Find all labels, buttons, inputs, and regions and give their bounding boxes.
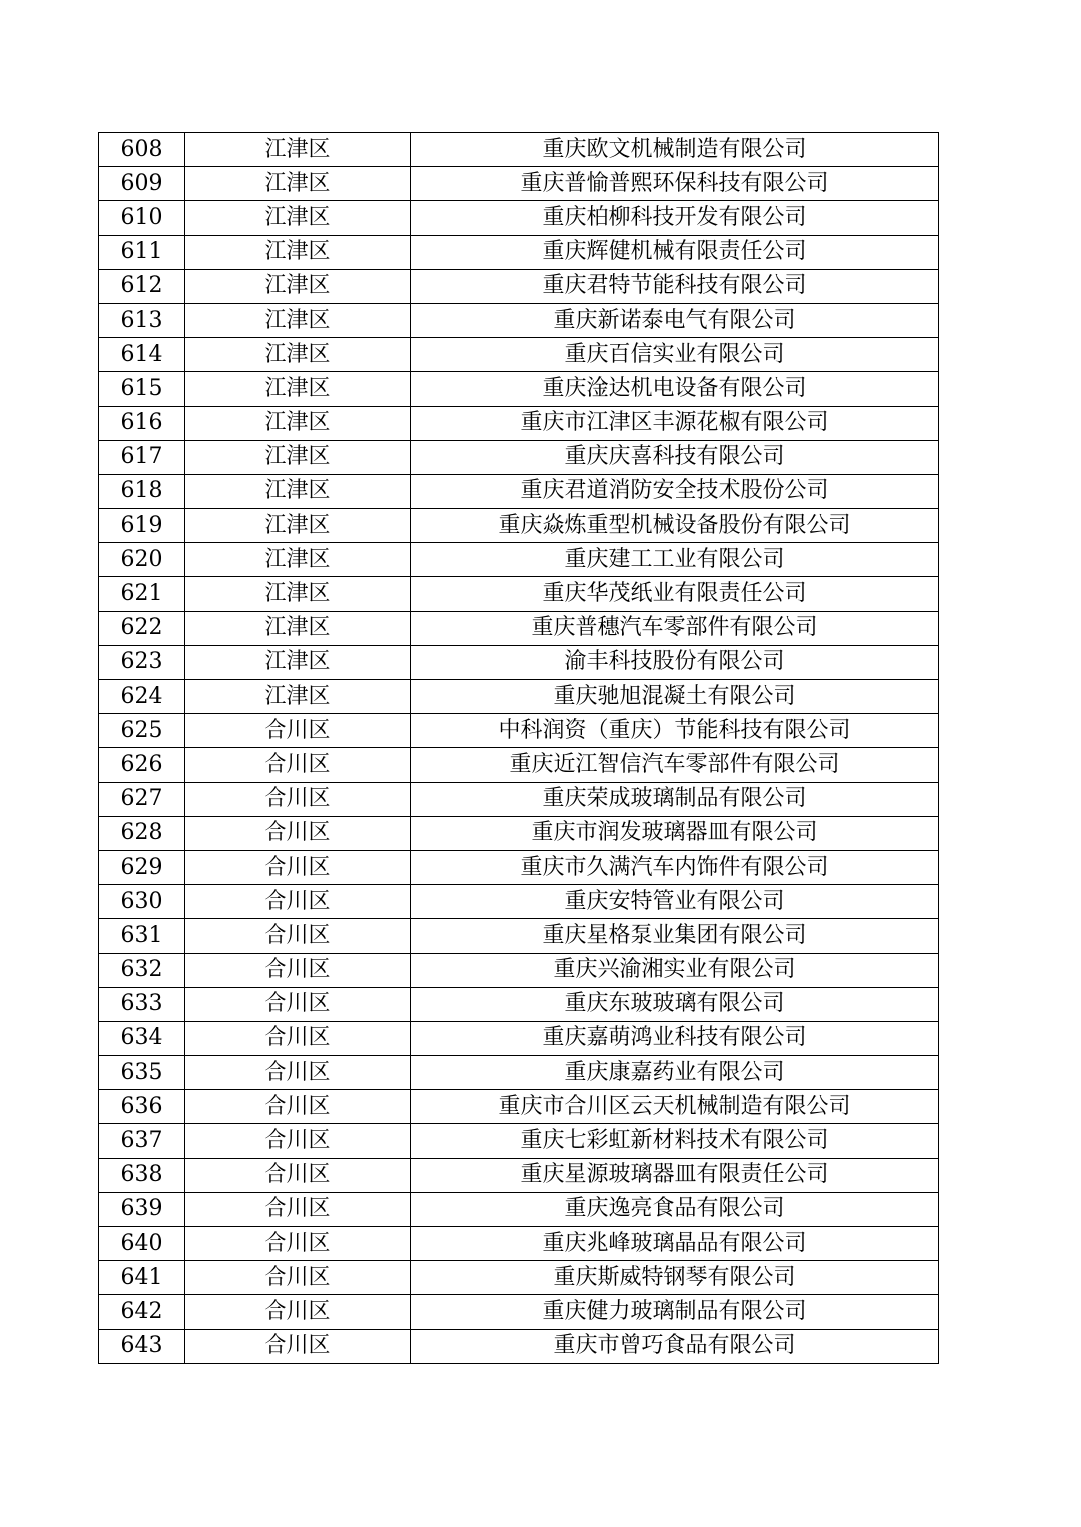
company-name-cell: 中科润资（重庆）节能科技有限公司 <box>411 714 939 748</box>
district-cell: 合川区 <box>185 850 411 884</box>
row-number-cell: 609 <box>99 167 185 201</box>
district-cell: 合川区 <box>185 1295 411 1329</box>
district-cell: 江津区 <box>185 406 411 440</box>
company-name-cell: 重庆斯威特钢琴有限公司 <box>411 1261 939 1295</box>
table-row <box>99 1056 939 1090</box>
row-number-cell: 635 <box>99 1056 185 1090</box>
table-row <box>99 1021 939 1055</box>
row-number-cell: 634 <box>99 1021 185 1055</box>
table-row <box>99 748 939 782</box>
table-row <box>99 1090 939 1124</box>
district-cell: 合川区 <box>185 1261 411 1295</box>
row-number-cell: 613 <box>99 303 185 337</box>
row-number-cell: 616 <box>99 406 185 440</box>
row-number-cell: 636 <box>99 1090 185 1124</box>
company-name-cell: 重庆市曾巧食品有限公司 <box>411 1329 939 1363</box>
row-number-cell: 640 <box>99 1227 185 1261</box>
row-number-cell: 617 <box>99 440 185 474</box>
row-number-cell: 612 <box>99 269 185 303</box>
district-cell: 合川区 <box>185 1021 411 1055</box>
company-name-cell: 重庆庆喜科技有限公司 <box>411 440 939 474</box>
row-number-cell: 626 <box>99 748 185 782</box>
district-cell: 江津区 <box>185 167 411 201</box>
district-cell: 江津区 <box>185 269 411 303</box>
district-cell: 江津区 <box>185 543 411 577</box>
district-cell: 江津区 <box>185 440 411 474</box>
table-row <box>99 1192 939 1226</box>
row-number-cell: 631 <box>99 919 185 953</box>
table-row <box>99 201 939 235</box>
row-number-cell: 619 <box>99 509 185 543</box>
company-name-cell: 重庆兆峰玻璃晶品有限公司 <box>411 1227 939 1261</box>
table-row <box>99 953 939 987</box>
table-row <box>99 235 939 269</box>
company-name-cell: 重庆荣成玻璃制品有限公司 <box>411 782 939 816</box>
company-name-cell: 重庆焱炼重型机械设备股份有限公司 <box>411 509 939 543</box>
district-cell: 合川区 <box>185 782 411 816</box>
company-name-cell: 重庆安特管业有限公司 <box>411 885 939 919</box>
row-number-cell: 610 <box>99 201 185 235</box>
district-cell: 江津区 <box>185 338 411 372</box>
row-number-cell: 633 <box>99 987 185 1021</box>
district-cell: 合川区 <box>185 1192 411 1226</box>
row-number-cell: 608 <box>99 133 185 167</box>
company-name-cell: 重庆普穗汽车零部件有限公司 <box>411 611 939 645</box>
table-row <box>99 577 939 611</box>
table-row <box>99 919 939 953</box>
district-cell: 江津区 <box>185 611 411 645</box>
company-name-cell: 重庆建工工业有限公司 <box>411 543 939 577</box>
company-name-cell: 重庆新诺泰电气有限公司 <box>411 303 939 337</box>
row-number-cell: 642 <box>99 1295 185 1329</box>
row-number-cell: 622 <box>99 611 185 645</box>
district-cell: 江津区 <box>185 201 411 235</box>
table-row <box>99 509 939 543</box>
district-cell: 合川区 <box>185 1329 411 1363</box>
company-name-cell: 重庆健力玻璃制品有限公司 <box>411 1295 939 1329</box>
company-name-cell: 重庆七彩虹新材料技术有限公司 <box>411 1124 939 1158</box>
table-row <box>99 645 939 679</box>
company-name-cell: 重庆嘉萌鸿业科技有限公司 <box>411 1021 939 1055</box>
district-cell: 江津区 <box>185 133 411 167</box>
district-cell: 合川区 <box>185 885 411 919</box>
table-row <box>99 1261 939 1295</box>
row-number-cell: 630 <box>99 885 185 919</box>
table-row <box>99 885 939 919</box>
district-cell: 江津区 <box>185 303 411 337</box>
district-cell: 江津区 <box>185 680 411 714</box>
row-number-cell: 623 <box>99 645 185 679</box>
company-name-cell: 重庆君道消防安全技术股份公司 <box>411 474 939 508</box>
company-name-cell: 重庆市合川区云天机械制造有限公司 <box>411 1090 939 1124</box>
company-name-cell: 重庆星源玻璃器皿有限责任公司 <box>411 1158 939 1192</box>
table-row <box>99 303 939 337</box>
company-name-cell: 重庆普愉普熙环保科技有限公司 <box>411 167 939 201</box>
district-cell: 江津区 <box>185 235 411 269</box>
district-cell: 合川区 <box>185 1158 411 1192</box>
row-number-cell: 638 <box>99 1158 185 1192</box>
table-row <box>99 1295 939 1329</box>
table-row <box>99 1158 939 1192</box>
table-row <box>99 1227 939 1261</box>
table-body <box>99 133 939 1364</box>
row-number-cell: 615 <box>99 372 185 406</box>
district-cell: 江津区 <box>185 577 411 611</box>
company-name-cell: 重庆柏柳科技开发有限公司 <box>411 201 939 235</box>
company-name-cell: 重庆康嘉药业有限公司 <box>411 1056 939 1090</box>
district-cell: 江津区 <box>185 509 411 543</box>
row-number-cell: 611 <box>99 235 185 269</box>
company-name-cell: 重庆兴渝湘实业有限公司 <box>411 953 939 987</box>
table-row <box>99 133 939 167</box>
district-cell: 合川区 <box>185 1124 411 1158</box>
row-number-cell: 620 <box>99 543 185 577</box>
district-cell: 合川区 <box>185 919 411 953</box>
table-row <box>99 440 939 474</box>
company-name-cell: 重庆市润发玻璃器皿有限公司 <box>411 816 939 850</box>
table-row <box>99 1329 939 1363</box>
company-name-cell: 重庆市久满汽车内饰件有限公司 <box>411 850 939 884</box>
company-name-cell: 重庆近江智信汽车零部件有限公司 <box>411 748 939 782</box>
table-row <box>99 269 939 303</box>
company-name-cell: 重庆驰旭混凝土有限公司 <box>411 680 939 714</box>
table-row <box>99 611 939 645</box>
row-number-cell: 625 <box>99 714 185 748</box>
row-number-cell: 621 <box>99 577 185 611</box>
company-name-cell: 重庆华茂纸业有限责任公司 <box>411 577 939 611</box>
table-row <box>99 474 939 508</box>
table-row <box>99 782 939 816</box>
district-cell: 江津区 <box>185 372 411 406</box>
row-number-cell: 641 <box>99 1261 185 1295</box>
row-number-cell: 637 <box>99 1124 185 1158</box>
table-row <box>99 338 939 372</box>
table-row <box>99 1124 939 1158</box>
row-number-cell: 643 <box>99 1329 185 1363</box>
table-row <box>99 850 939 884</box>
company-name-cell: 重庆逸亮食品有限公司 <box>411 1192 939 1226</box>
row-number-cell: 627 <box>99 782 185 816</box>
table-row <box>99 543 939 577</box>
row-number-cell: 614 <box>99 338 185 372</box>
table-row <box>99 167 939 201</box>
district-cell: 合川区 <box>185 953 411 987</box>
company-list-table <box>98 132 939 1364</box>
company-name-cell: 重庆百信实业有限公司 <box>411 338 939 372</box>
district-cell: 合川区 <box>185 1090 411 1124</box>
district-cell: 合川区 <box>185 987 411 1021</box>
row-number-cell: 629 <box>99 850 185 884</box>
row-number-cell: 624 <box>99 680 185 714</box>
district-cell: 合川区 <box>185 748 411 782</box>
company-name-cell: 重庆辉健机械有限责任公司 <box>411 235 939 269</box>
district-cell: 合川区 <box>185 1227 411 1261</box>
company-name-cell: 重庆君特节能科技有限公司 <box>411 269 939 303</box>
district-cell: 江津区 <box>185 645 411 679</box>
company-name-cell: 渝丰科技股份有限公司 <box>411 645 939 679</box>
row-number-cell: 628 <box>99 816 185 850</box>
row-number-cell: 639 <box>99 1192 185 1226</box>
table-row <box>99 372 939 406</box>
company-name-cell: 重庆欧文机械制造有限公司 <box>411 133 939 167</box>
table-row <box>99 987 939 1021</box>
table-row <box>99 714 939 748</box>
district-cell: 合川区 <box>185 816 411 850</box>
company-name-cell: 重庆星格泵业集团有限公司 <box>411 919 939 953</box>
company-name-cell: 重庆东玻玻璃有限公司 <box>411 987 939 1021</box>
company-name-cell: 重庆市江津区丰源花椒有限公司 <box>411 406 939 440</box>
district-cell: 合川区 <box>185 714 411 748</box>
row-number-cell: 618 <box>99 474 185 508</box>
row-number-cell: 632 <box>99 953 185 987</box>
district-cell: 江津区 <box>185 474 411 508</box>
table-row <box>99 816 939 850</box>
company-name-cell: 重庆淦达机电设备有限公司 <box>411 372 939 406</box>
table-row <box>99 680 939 714</box>
district-cell: 合川区 <box>185 1056 411 1090</box>
table-row <box>99 406 939 440</box>
